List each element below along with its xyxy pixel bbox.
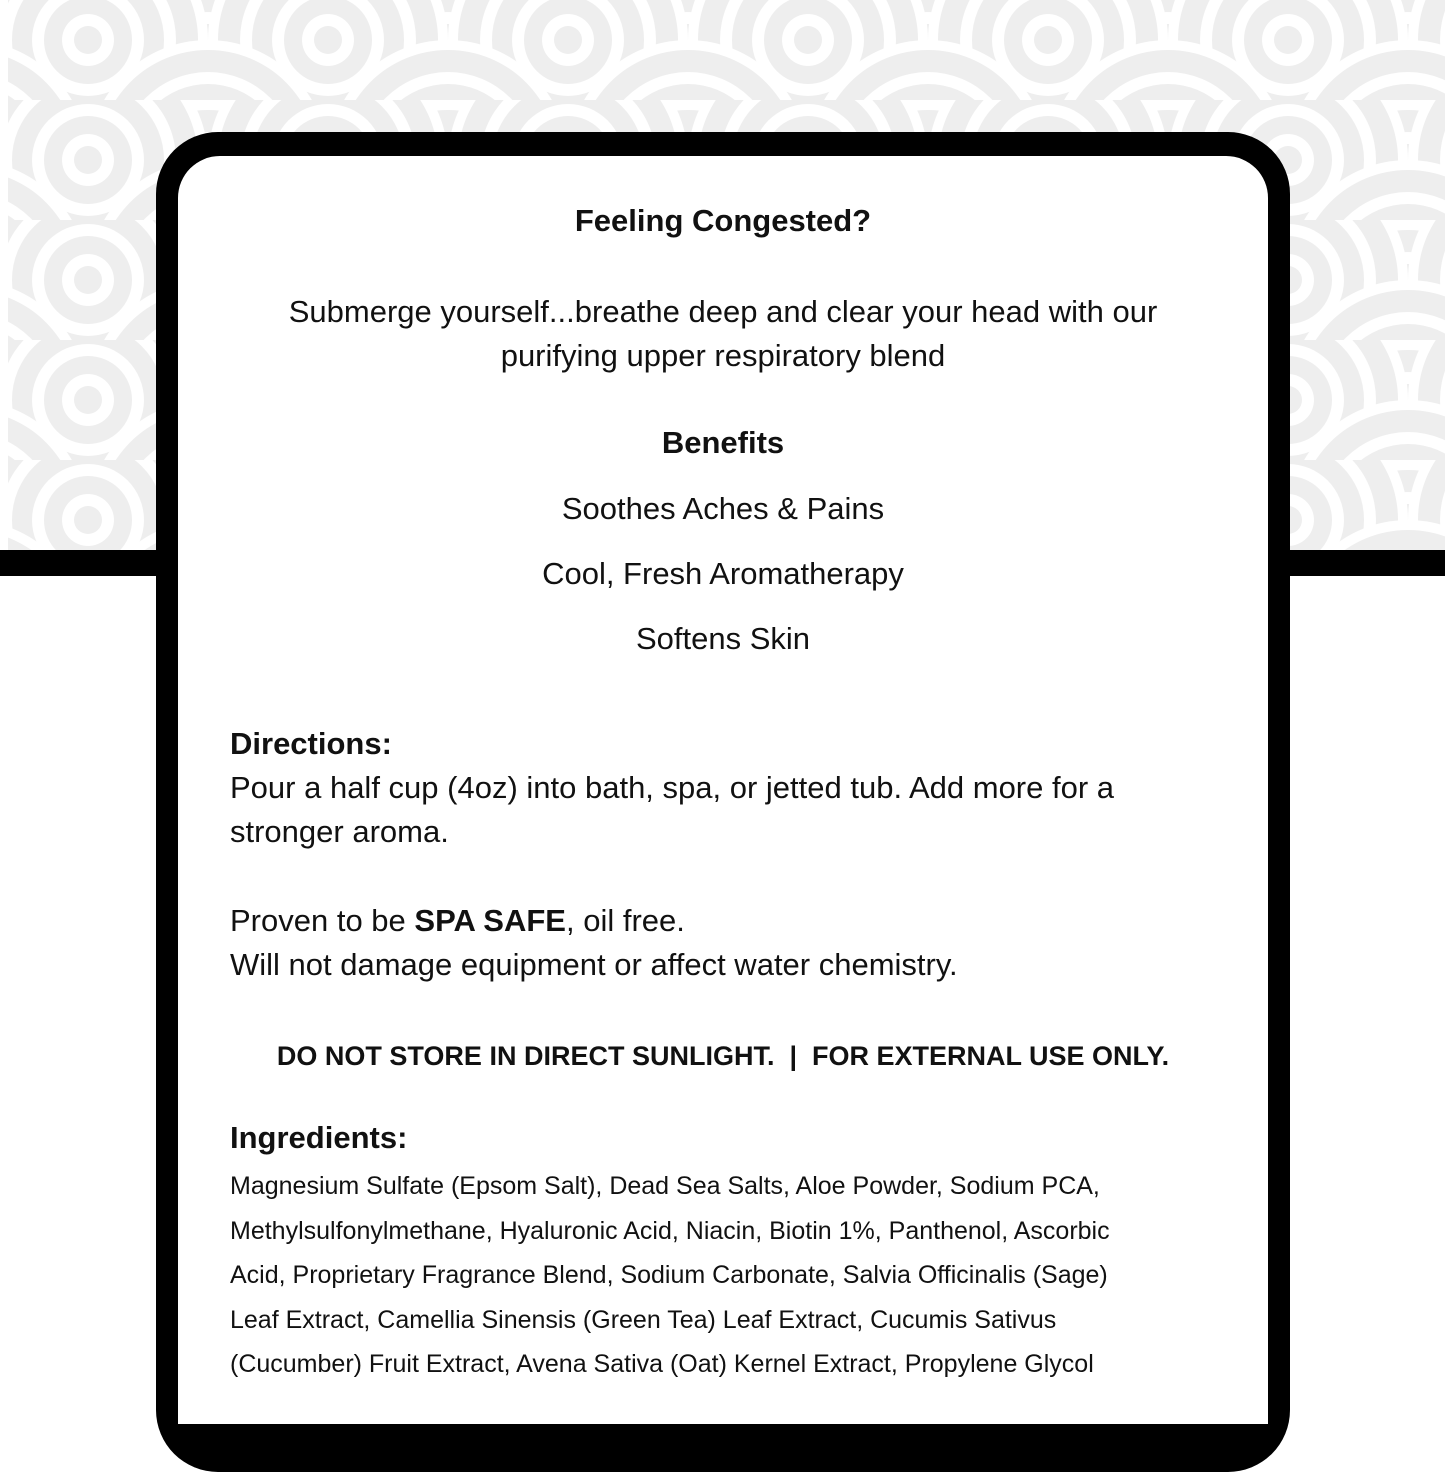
spa-safe-prefix: Proven to be: [230, 903, 415, 938]
ingredients-list: [230, 1164, 1230, 1387]
intro-line: purifying upper respiratory blend: [500, 338, 946, 373]
ingredients-line: Leaf Extract, Camellia Sinensis (Green Tea) Leaf Extract, Cucumis Sativus: [230, 1305, 1057, 1334]
ingredients-line: (Cucumber) Fruit Extract, Avena Sativa (Oat) Kernel Extract, Propylene Glycol: [230, 1350, 1094, 1378]
benefits-heading: Benefits: [661, 425, 785, 460]
directions: [230, 722, 1230, 854]
benefit-item: Soothes Aches & Pains: [561, 491, 885, 526]
directions-line: stronger aroma.: [230, 814, 449, 849]
spa-safe-bold: SPA SAFE: [414, 903, 566, 938]
spa-safe: [230, 899, 1230, 987]
ingredients-heading: Ingredients:: [230, 1120, 408, 1155]
warning: DO NOT STORE IN DIRECT SUNLIGHT. | FOR EXTERNAL USE ONLY.: [276, 1041, 1170, 1071]
intro-line: Submerge yourself...breathe deep and clear your head with our: [288, 294, 1158, 329]
spa-safe-suffix: , oil free.: [566, 903, 685, 938]
ingredients-line: Magnesium Sulfate (Epsom Salt), Dead Sea Salts, Aloe Powder, Sodium PCA,: [230, 1172, 1100, 1200]
ingredients-line: Acid, Proprietary Fragrance Blend, Sodium Carbonate, Salvia Officinalis (Sage): [230, 1261, 1108, 1289]
directions-line: Pour a half cup (4oz) into bath, spa, or jetted tub. Add more for a: [230, 770, 1115, 805]
title: Feeling Congested?: [574, 203, 872, 238]
spa-safe-line2: Will not damage equipment or affect water chemistry.: [230, 947, 958, 982]
benefit-item: Cool, Fresh Aromatherapy: [542, 556, 904, 591]
benefit-item: Softens Skin: [635, 621, 811, 656]
ingredients-line: Methylsulfonylmethane, Hyaluronic Acid, Niacin, Biotin 1%, Panthenol, Ascorbic: [230, 1216, 1110, 1245]
intro: [178, 290, 1268, 378]
directions-heading: Directions:: [230, 726, 392, 761]
